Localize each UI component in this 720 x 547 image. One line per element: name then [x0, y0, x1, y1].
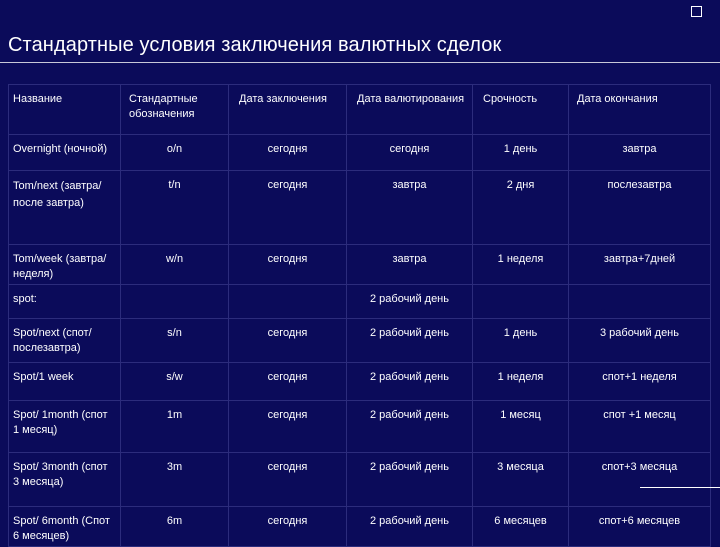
table-cell: 1m [121, 401, 229, 453]
table-cell: Spot/ 1month (спот 1 месяц) [9, 401, 121, 453]
title-underline [0, 62, 720, 63]
table-cell: спот+1 неделя [569, 363, 711, 401]
table-row [9, 507, 711, 547]
table-row [9, 245, 711, 285]
column-header: Название [9, 85, 121, 135]
table-cell: Overnight (ночной) [9, 135, 121, 171]
table-cell: s/n [121, 319, 229, 363]
table-row [9, 453, 711, 507]
table-header-row [9, 85, 711, 135]
table-cell [569, 285, 711, 319]
decorative-line [640, 487, 720, 488]
column-header: Дата заключения [229, 85, 347, 135]
table-cell: 2 рабочий день [347, 285, 473, 319]
table-cell: завтра [569, 135, 711, 171]
table-row [9, 319, 711, 363]
table-cell: сегодня [229, 245, 347, 285]
table-cell: сегодня [229, 171, 347, 245]
column-header: Дата валютирования [347, 85, 473, 135]
table-cell: сегодня [229, 507, 347, 547]
table-cell: 2 дня [473, 171, 569, 245]
table-cell: сегодня [347, 135, 473, 171]
table-cell: сегодня [229, 135, 347, 171]
table-cell [121, 285, 229, 319]
table-cell: завтра [347, 245, 473, 285]
table-cell: 1 день [473, 319, 569, 363]
table-cell: t/n [121, 171, 229, 245]
table-cell: спот+6 месяцев [569, 507, 711, 547]
table-cell: 2 рабочий день [347, 319, 473, 363]
table-cell: 3m [121, 453, 229, 507]
table-cell: o/n [121, 135, 229, 171]
table-row [9, 363, 711, 401]
table-cell: спот +1 месяц [569, 401, 711, 453]
slide-bullet-box [691, 6, 702, 17]
table-cell: послезавтра [569, 171, 711, 245]
table-cell [473, 285, 569, 319]
table-cell: сегодня [229, 363, 347, 401]
table-row [9, 135, 711, 171]
table-cell: 3 месяца [473, 453, 569, 507]
table-cell: 2 рабочий день [347, 363, 473, 401]
column-header: Дата окончания [569, 85, 711, 135]
table-cell: Spot/1 week [9, 363, 121, 401]
table-cell: 3 рабочий день [569, 319, 711, 363]
table-row [9, 171, 711, 245]
table-cell: спот+3 месяца [569, 453, 711, 507]
table-cell [229, 285, 347, 319]
table-cell: завтра [347, 171, 473, 245]
table-cell: завтра+7дней [569, 245, 711, 285]
table-cell: Tom/next (завтра/после завтра) [9, 171, 121, 245]
table-cell: Spot/ 3month (спот 3 месяца) [9, 453, 121, 507]
table-cell: 2 рабочий день [347, 453, 473, 507]
table-cell: Spot/next (спот/ послезавтра) [9, 319, 121, 363]
table-cell: 2 рабочий день [347, 507, 473, 547]
table-cell: s/w [121, 363, 229, 401]
column-header: Срочность [473, 85, 569, 135]
table-cell: w/n [121, 245, 229, 285]
table-cell: 1 день [473, 135, 569, 171]
table-cell: сегодня [229, 401, 347, 453]
table-cell: Spot/ 6month (Спот 6 месяцев) [9, 507, 121, 547]
table-cell: Tom/week (завтра/неделя) [9, 245, 121, 285]
column-header: Стандартные обозначения [121, 85, 229, 135]
table-cell: 6 месяцев [473, 507, 569, 547]
table-row [9, 285, 711, 319]
table-cell: 1 месяц [473, 401, 569, 453]
page-title: Стандартные условия заключения валютных сделок [8, 34, 502, 56]
table-cell: сегодня [229, 319, 347, 363]
table-cell: 1 неделя [473, 363, 569, 401]
table-cell: spot: [9, 285, 121, 319]
deal-conditions-table [8, 84, 711, 547]
table-cell: 2 рабочий день [347, 401, 473, 453]
table-row [9, 401, 711, 453]
table-cell: 1 неделя [473, 245, 569, 285]
table-cell: 6m [121, 507, 229, 547]
table-cell: сегодня [229, 453, 347, 507]
